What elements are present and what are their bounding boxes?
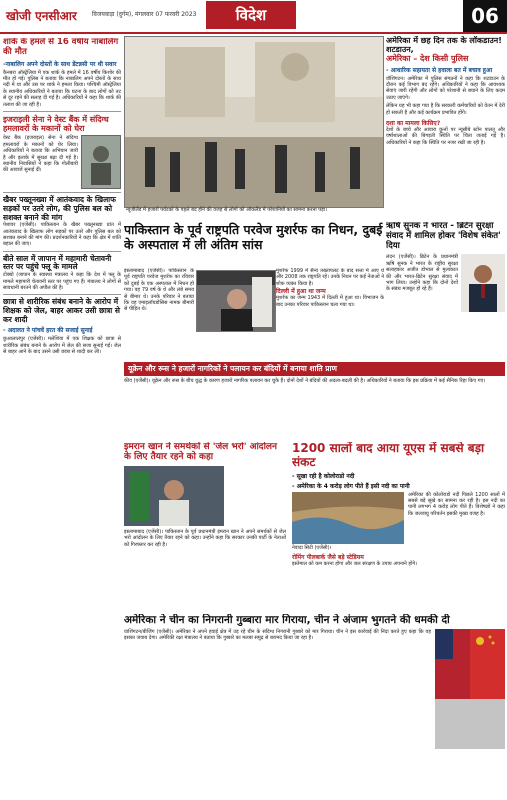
box-heading: रोमिंग पीलबार्क जैसे बड़े स्टेडियम bbox=[292, 553, 364, 561]
right-top-column bbox=[386, 36, 505, 246]
article-headline: यूक्रेन और रूस ने हजारों नागरिकों ने पलायन कर बंदियों में बनाया शाति प्राण bbox=[124, 362, 505, 376]
article-headline: इजराइली सेना ने वेस्ट बैंक में संदिग्ध हमलावरों के मकानों को घेरा bbox=[3, 114, 109, 134]
article-subhead: - अमेरिका के 4 करोड़ लोग पीते हैं इसी नदी का पानी bbox=[292, 482, 410, 490]
article-body: कैनबरा ऑस्ट्रेलिया में एक शार्क के हमले में 16 वर्षीय किशोर की मौत हो गई। पुलिस ने बताया कि नाबालिग अपने दोस्तों के साथ नदी में था और उस पर शार्क ने हमला किया। पश्चिमी ऑस्ट्रेलिया के स्थानीय अधिकारियों ने बताया कि घटना के बाद लोगों को तट से दूर रहने की सलाह दी गई है। अधिकारियों ने कहा कि शार्क की तलाश की जा रही है। bbox=[3, 69, 121, 108]
lead-headline: पाकिस्तान के पूर्व राष्ट्रपति परवेज मुशर्रफ का निधन, दुबई के अस्पताल में ली अंतिम सांस bbox=[124, 222, 383, 252]
article-headline: बीते साल में जापान में महामारी चेतावनी स्तर पर पहुंचे फ्लू के मामले bbox=[3, 253, 112, 272]
page-number: 06 bbox=[463, 0, 507, 32]
lead-story bbox=[124, 222, 386, 272]
article-subhead: - आधारिक सहायता से हवाला बत में बचाव हुआ bbox=[386, 66, 493, 74]
article-headline: ऋषि सुनक ने भारत - ब्रिटेन सुरक्षा संवाद में शामिल होकर 'विशेष संकेत' दिया bbox=[386, 222, 501, 251]
box-heading: दिल्ली में हुआ था जन्म bbox=[276, 288, 326, 296]
musharraf-photo bbox=[196, 270, 276, 332]
river-photo bbox=[292, 492, 404, 544]
article-headline: खैबर पख्तूनख्वा में आतंकवाद के खिलाफ सड़कों पर उतरे लोग, की पुलिस बल को सशक्त बनाने की मांग bbox=[3, 195, 116, 222]
article-headline: 1200 सालों बाद आया यूएस में सबसे बड़ा संकट bbox=[292, 442, 485, 469]
article-subhead: - अदालत ने पांचवें हरत की सजाई सुनाई bbox=[3, 327, 93, 335]
balloon-story bbox=[124, 614, 505, 798]
article-body: वॉशिंगटन। अमेरिका में पुलिस संगठनों ने कहा कि शटडाउन के दौरान कई विभाग बंद रहेंगे। अधिकारियों ने कहा कि आवश्यक सेवाएं जारी रहेंगी और लोगों को परेशानी से बचाने के लिए कदम उठाए जाएंगे। bbox=[386, 75, 505, 101]
article-body: मुशर्रफ 1999 में सैन्य तख्तापलट के बाद सत्ता में आए थे और 2008 तक राष्ट्रपति रहे। उनके निधन पर कई नेताओं ने शोक व्यक्त किया है। bbox=[276, 268, 384, 287]
imran-story bbox=[124, 442, 286, 612]
photo-caption: न्यूजीलैंड में हजारों पर्यटकों के पहले बंद होने की वजह से लोगों को ऑकलैंड में परेशानियों का सामना करना पड़ा। bbox=[126, 207, 327, 213]
article-body: कुआलालंपुर (एजेंसी)। मलेशिया में एक शिक्षक को छात्रा से शारीरिक संबंध बनाने के आरोप में जेल की सजा सुनाई गई। जेल से बाहर आने के बाद उसने उसी छात्रा से शादी कर ली। bbox=[3, 336, 121, 355]
divider bbox=[3, 294, 121, 295]
sunak-story bbox=[386, 222, 505, 360]
article-body: इस्लामाबाद (एजेंसी)। पाकिस्तान के पूर्व प्रधानमंत्री इमरान खान ने अपने समर्थकों से जेल भरो आंदोलन के लिए तैयार रहने को कहा। उन्होंने कहा कि सरकार उनकी पार्टी के नेताओं को गिरफ्तार कर रही है। bbox=[124, 528, 286, 548]
article-body: इस्लामाबाद (एजेंसी)। पाकिस्तान के पूर्व राष्ट्रपति परवेज मुशर्रफ का रविवार को दुबई के एक अस्पताल में निधन हो गया। वह 79 वर्ष के थे और लंबे समय से बीमार थे। उनके परिवार ने बताया कि वह एमाइलॉयडोसिस नामक बीमारी से पीड़ित थे। bbox=[124, 268, 194, 313]
article-headline: छात्रा से शारीरिक संबंध बनाने के आरोप में शिक्षक को जेल, बाहर आकर उसी छात्रा से कर शादी bbox=[3, 297, 120, 324]
article-body: मुशर्रफ का जन्म 1943 में दिल्ली में हुआ था। विभाजन के बाद उनका परिवार पाकिस्तान चला गया था। bbox=[276, 295, 384, 308]
divider bbox=[3, 251, 121, 252]
article-headline: शार्क के हमले से 16 वर्षीय नाबालिग की मौत bbox=[3, 38, 119, 57]
ukraine-story bbox=[124, 362, 505, 440]
article-body: टोक्यो (जापान के स्वास्थ्य मंत्रालय ने कहा कि देश में फ्लू के मामले महामारी चेतावनी स्तर पर पहुंच गए हैं। मंत्रालय ने लोगों से सावधानी बरतने की अपील की है। bbox=[3, 272, 121, 291]
imran-photo bbox=[124, 466, 224, 526]
article-photo bbox=[81, 135, 121, 189]
issue-date: विजयवाड़ा (दुर्गम), मंगलवार 07 फरवरी 2023 bbox=[92, 11, 197, 18]
article-headline: अमेरिका ने चीन का निगरानी गुब्बारा मार गिराया, चीन ने अंजाम भुगतने की धमकी दी bbox=[124, 614, 450, 626]
divider bbox=[3, 192, 121, 193]
flags-photo bbox=[435, 629, 505, 749]
box-heading: दशा का मामला किसिए? bbox=[386, 120, 441, 127]
article-body: लंदन (एजेंसी)। ब्रिटेन के प्रधानमंत्री ऋषि सुनक ने भारत के राष्ट्रीय सुरक्षा सलाहकार अजीत डोभाल से मुलाकात की और भारत-ब्रिटेन सुरक्षा संवाद में भाग लिया। उन्होंने कहा कि दोनों देशों के संबंध मजबूत हो रहे हैं। bbox=[386, 254, 458, 293]
lead-body-col2 bbox=[276, 268, 384, 360]
article-body: वाशिंगटन/बीजिंग (एजेंसी)। अमेरिका ने अपने हवाई क्षेत्र में उड़ रहे चीन के संदिग्ध निगरानी गुब्बारे को मार गिराया। चीन ने इस कार्रवाई की निंदा करते हुए कहा कि वह इसका जवाब देगा। अमेरिकी रक्षा मंत्रालय ने बताया कि गुब्बारे का मलबा समुद्र से बरामद किया जा रहा है। bbox=[124, 629, 431, 642]
lead-body-col1 bbox=[124, 268, 194, 360]
article-body: वेस्ट बैंक (इजराइल) सेना ने संदिग्ध हमलावरों के मकानों को घेर लिया। अधिकारियों ने बताया कि अभियान जारी है और इलाके में सुरक्षा बढ़ा दी गई है। स्थानीय निवासियों ने कहा कि गोलीबारी की आवाजें सुनाई दीं। bbox=[3, 135, 78, 174]
article-body: इस्तेमाल को कम करना होगा और जल संरक्षण के उपाय अपनाने होंगे। bbox=[292, 560, 418, 567]
sunak-photo bbox=[461, 254, 505, 312]
article-body: पेशावर (एजेंसी)। पाकिस्तान के खैबर पख्तूनख्वा प्रांत में आतंकवाद के खिलाफ लोग सड़कों पर उतरे और पुलिस बल को सशक्त बनाने की मांग की। प्रदर्शनकारियों ने कहा कि क्षेत्र में शांति बहाल की जाए। bbox=[3, 222, 121, 248]
article-subhead: -नाबालिग अपने दोस्तों के साथ डेंटन्नसी पर थी सवार bbox=[3, 60, 117, 68]
article-subhead: - सूखा रही है कोलोराडो नदी bbox=[292, 472, 355, 480]
masthead bbox=[0, 0, 507, 34]
lead-photo bbox=[124, 36, 384, 208]
section-title: विदेश bbox=[206, 1, 296, 29]
divider bbox=[3, 111, 121, 112]
article-body: अमेरिका की कोलोराडो नदी पिछले 1200 सालों में सबसे बड़े सूखे का सामना कर रही है। इस नदी का पानी लगभग 4 करोड़ लोग पीते हैं। विशेषज्ञों ने कहा कि जलवायु परिवर्तन इसकी मुख्य वजह है। bbox=[408, 491, 505, 517]
colorado-story bbox=[292, 442, 505, 612]
article-headline-red: अमेरिका – देश किसी पुलिस bbox=[386, 54, 469, 64]
article-headline: इमरान खान ने समर्थकों से 'जेल भरो' आंदोलन के लिए तैयार रहने को कहा bbox=[124, 442, 278, 463]
article-body: कीव (एजेंसी)। यूक्रेन और रूस के बीच युद्ध के कारण हजारों नागरिक पलायन कर चुके हैं। दोनों देशों ने बंदियों की अदला-बदली की है। अधिकारियों ने बताया कि इस प्रक्रिया में कई सैनिक रिहा किए गए। bbox=[124, 378, 486, 384]
left-column bbox=[3, 38, 121, 798]
article-headline: अमेरिका में छह दिन तक के लॉकडाउन! शटडाउन, bbox=[386, 36, 502, 55]
brand-logo: खोजी एनसीआर bbox=[6, 9, 77, 23]
photo-caption: नेवादा सिटी (एजेंसी)। bbox=[292, 544, 332, 551]
article-body: लेकिन यह भी कहा गया है कि सरकारी कर्मचारियों को वेतन में देरी हो सकती है और कई कार्यक्रम प्रभावित होंगे। bbox=[386, 103, 505, 116]
article-body: देशों के बच्चे और आवारा कुत्तों पर न्यूसीबे स्टोन पालतू और वर्षाशालाओं की बिगड़ती स्थिति पर चिंता जताई गई है। अधिकारियों ने कहा कि स्थिति पर नजर रखी जा रही है। bbox=[386, 127, 505, 146]
